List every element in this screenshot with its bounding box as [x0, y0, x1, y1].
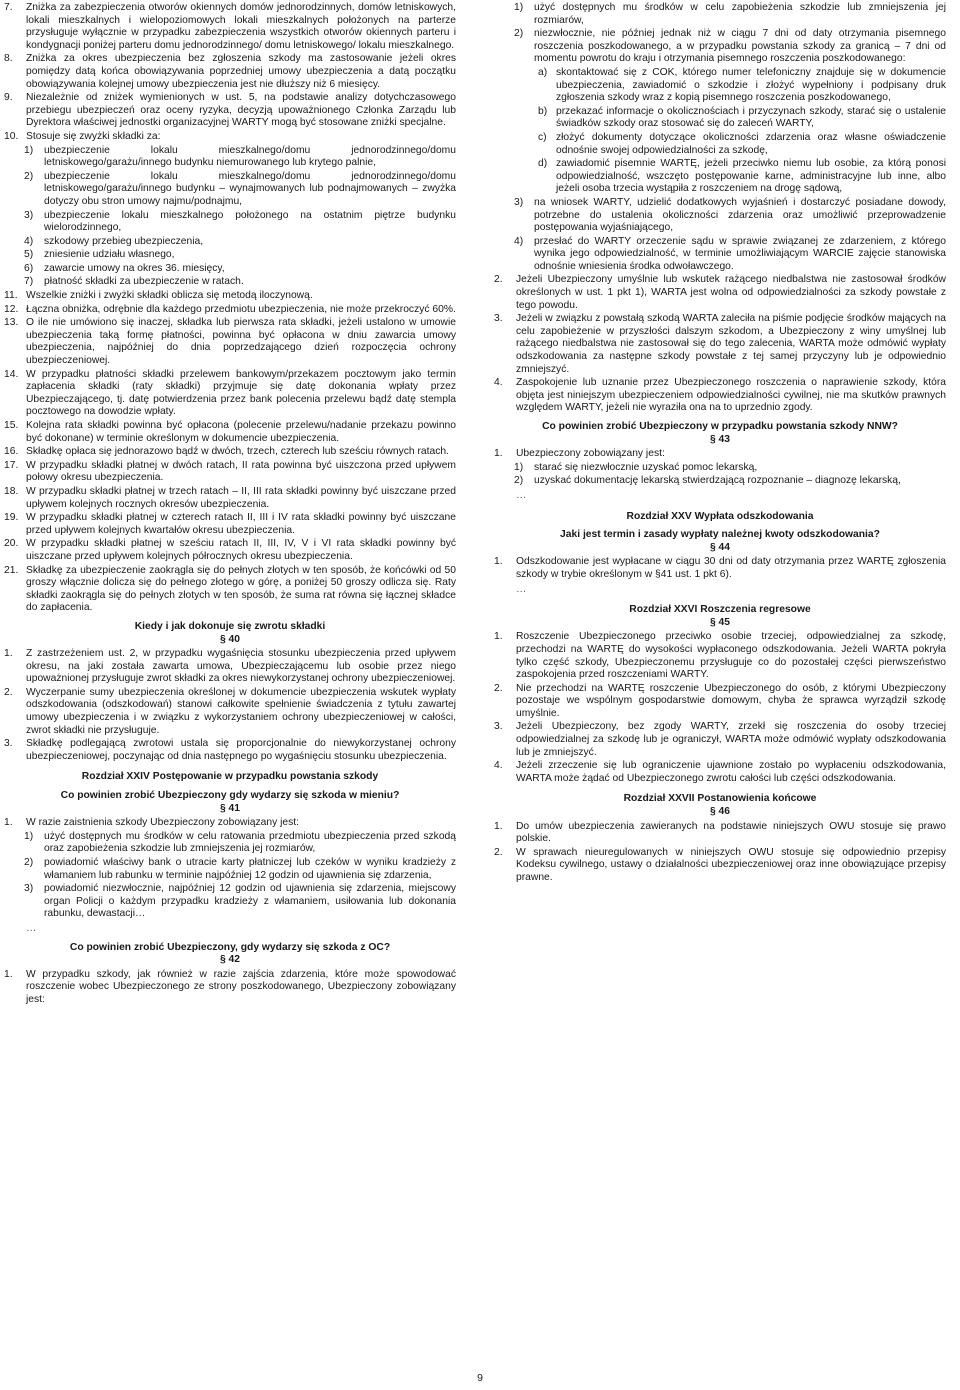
- item-text: ubezpieczenie lokalu mieszkalnego/domu jednorodzinnego/domu letniskowego/garażu/innego budynku – wynajmowanych lub podnajmowanych – zwyżka dotyczy obu stron umowy najmu/podnajmu,: [44, 170, 456, 207]
- item-number: 1): [514, 461, 524, 473]
- item-text: W przypadku szkody, jak również w razie zajścia zdarzenia, które może spowodować roszczenie wobec Ubezpieczonego ze strony poszkodowanego, Ubezpieczony zobowiązany jest:: [26, 968, 456, 1005]
- item-number: 9.: [4, 92, 13, 104]
- item-text: uzyskać dokumentację lekarską stwierdzającą rozpoznanie – diagnozę lekarską,: [534, 475, 901, 487]
- item-number: 7): [24, 276, 34, 288]
- item-number: d): [538, 158, 548, 170]
- item-number: 18.: [4, 485, 19, 497]
- list-item: [494, 847, 946, 885]
- list-item: [494, 448, 946, 461]
- item-text: Wyczerpanie sumy ubezpieczenia określonej w dokumencie ubezpieczenia wskutek wypłaty odszkodowania (odszkodowań) stanowi całkowite spełnienie świadczenia z tytułu zawartej umowy ubezpieczenia i w związku z wykorzystaniem ochrony ubezpieczeniowej w całości, zwrot składki nie przysługuje.: [26, 686, 456, 736]
- item-text: Do umów ubezpieczenia zawieranych na podstawie niniejszych OWU stosuje się prawo polskie.: [516, 820, 946, 845]
- item-number: 19.: [4, 512, 19, 524]
- item-number: 5): [24, 249, 34, 261]
- sub-item: [24, 857, 456, 882]
- item-number: 16.: [4, 446, 19, 458]
- item-number: 3.: [494, 313, 503, 325]
- sub-item: [514, 2, 946, 27]
- item-number: 2): [514, 28, 524, 40]
- item-text: złożyć dokumenty dotyczące okoliczności zdarzenia oraz własne oświadczenie odnośnie swojej odpowiedzialności za szkodę,: [556, 131, 946, 156]
- item-text: powiadomić właściwy bank o utracie karty płatniczej lub czeków w wyniku kradzieży z włamaniem lub rabunku w terminie najpóźniej 12 godzin od ujawnienia się zdarzenia,: [44, 857, 456, 881]
- omitted-content: …: [516, 583, 527, 595]
- item-text: Zaspokojenie lub uznanie przez Ubezpieczonego roszczenia o naprawienie szkody, która objęta jest niniejszym ubezpieczeniem odpowiedzialności cywilnej, nie ma skutków prawnych względem WARTY, jeżeli nie wyraziła ona na to uprzednio zgody.: [516, 377, 946, 414]
- item-text: przekazać informacje o okolicznościach i przyczynach szkody, starać się o ustalenie świadków szkody oraz stosować się do zaleceń WARTY,: [556, 105, 946, 130]
- item-text: starać się niezwłocznie uzyskać pomoc lekarską,: [534, 461, 758, 473]
- list-item: [4, 512, 456, 537]
- item-number: 1.: [494, 631, 503, 643]
- item-number: 4): [24, 235, 34, 247]
- item-number: 3): [24, 209, 34, 221]
- sub-sub-item: [538, 132, 946, 157]
- item-text: W razie zaistnienia szkody Ubezpieczony zobowiązany jest:: [26, 817, 299, 829]
- item-number: 2.: [494, 846, 503, 858]
- sub-item: [24, 831, 456, 856]
- right-column: [494, 2, 946, 886]
- item-number: 1): [24, 144, 34, 156]
- item-number: 1.: [4, 648, 13, 660]
- list-item: [4, 565, 456, 615]
- list-item: [4, 420, 456, 445]
- item-text: Łączna obniżka, odrębnie dla każdego przedmiotu ubezpieczenia, nie może przekroczyć 60%.: [26, 303, 456, 315]
- list-item: [494, 821, 946, 846]
- item-text: W przypadku składki płatnej w czterech ratach II, III i IV rata składki powinny być uiszczane przed upływem kolejnych kwartałów okresu ubezpieczenia.: [26, 512, 456, 536]
- item-text: użyć dostępnych mu środków w celu ratowania przedmiotu ubezpieczenia przed szkodą oraz zapobieżenia szkodzie lub zmniejszenia jej rozmiarów,: [44, 830, 456, 855]
- item-text: Jeżeli Ubezpieczony umyślnie lub wskutek rażącego niedbalstwa nie zastosował środków określonych w ust. 1 pkt 1), WARTA jest wolna od odpowiedzialności za szkody powstałe z tego powodu.: [516, 274, 946, 311]
- item-text: Jeżeli zrzeczenie się lub ograniczenie ujawnione zostało po wypłaceniu odszkodowania, WARTA może żądać od Ubezpieczonego zwrotu całości lub części odszkodowania.: [516, 760, 946, 784]
- list-item: [494, 721, 946, 759]
- item-number: 2): [514, 475, 524, 487]
- list-item: [494, 760, 946, 785]
- item-number: 20.: [4, 538, 19, 550]
- item-number: a): [538, 66, 548, 78]
- sub-item: [24, 210, 456, 235]
- item-number: 11.: [4, 290, 18, 302]
- item-number: 3.: [494, 721, 503, 733]
- item-number: 1): [514, 2, 524, 13]
- section-heading: Co powinien zrobić Ubezpieczony gdy wydarzy się szkoda w mieniu?: [60, 790, 400, 802]
- item-text: na wniosek WARTY, udzielić dodatkowych wyjaśnień i dostarczyć posiadane dowody, potrzebne do ustalenia okoliczności zdarzenia oraz umożliwić przeprowadzenie postępowania wyjaśniającego,: [534, 196, 946, 234]
- section-heading: Kiedy i jak dokonuje się zwrotu składki: [134, 620, 326, 632]
- list-item: [4, 2, 456, 52]
- sub-item: [24, 263, 456, 276]
- sub-item: [24, 171, 456, 209]
- item-text: powiadomić niezwłocznie, najpóźniej 12 godzin od ujawnienia się zdarzenia, miejscowy organ Policji o każdym przypadku kradzieży z włamaniem, usiłowania lub dokonania rabunku, dewastacji…: [44, 883, 456, 920]
- item-number: 14.: [4, 368, 19, 380]
- sub-item: [514, 475, 946, 488]
- list-item: [494, 274, 946, 312]
- item-text: użyć dostępnych mu środków w celu zapobieżenia szkodzie lub zmniejszenia jej rozmiarów,: [534, 2, 946, 26]
- item-number: 1.: [494, 448, 503, 460]
- item-text: W przypadku płatności składki przelewem bankowym/przekazem pocztowym jako termin zapłacenia składki (raty składki) przyjmuje się datę dokonania wpłaty przez Ubezpieczającego, tj. datę potwierdzenia przez bank polecenia przelewu bądź datę stempla pocztowego na dowodzie wpłaty.: [26, 368, 456, 418]
- sub-item: [24, 236, 456, 249]
- item-number: 17.: [4, 459, 19, 471]
- list-item: [494, 683, 946, 721]
- item-number: 12.: [4, 303, 19, 315]
- item-number: 2.: [4, 686, 13, 698]
- sub-item: [24, 883, 456, 921]
- item-text: zniesienie udziału własnego,: [44, 249, 175, 261]
- item-text: Wszelkie zniżki i zwyżki składki oblicza się metodą iloczynową.: [26, 290, 313, 302]
- list-item: [4, 817, 456, 830]
- item-number: 10.: [4, 130, 19, 142]
- item-number: 21.: [4, 564, 19, 576]
- item-number: 15.: [4, 420, 19, 431]
- list-item: [4, 969, 456, 1007]
- item-text: płatność składki za ubezpieczenie w ratach.: [44, 276, 244, 288]
- item-text: Stosuje się zwyżki składki za:: [26, 130, 161, 142]
- list-item: [4, 738, 456, 763]
- item-text: W sprawach nieuregulowanych w niniejszych OWU stosuje się odpowiednio przepisy Kodeksu cywilnego, ustawy o działalności ubezpieczeniowej oraz inne obowiązujące przepisy prawne.: [516, 846, 946, 883]
- item-text: Jeżeli w związku z powstałą szkodą WARTA zaleciła na piśmie podjęcie środków mających na celu zapobieżenie w przyszłości dalszym szkodom, a Ubezpieczony z winy umyślnej lub rażącego niedbalstwa nie zastosował się do tego zalecenia, WARTA może odmówić wypłaty odszkodowania za następne szkody powstałe z tej samej przyczyny lub je odpowiednio zmniejszyć.: [516, 313, 946, 375]
- item-number: 3): [24, 883, 34, 895]
- omitted-content: …: [516, 489, 527, 501]
- item-text: Składkę za ubezpieczenie zaokrągla się do pełnych złotych w ten sposób, że końcówki od 50 groszy włącznie dolicza się do pełnego złotego w górę, a poniżej 50 groszy odlicza się. Raty składki zaokrągla się do pełnych złotych w ten sposób, że suma rat równa się łącznej składce do zapłacenia.: [26, 564, 456, 614]
- item-number: 3.: [4, 738, 13, 750]
- chapter-heading: Rozdział XXV Wypłata odszkodowania: [626, 510, 814, 522]
- list-item: [4, 304, 456, 317]
- item-number: 1): [24, 830, 34, 842]
- list-item: [494, 631, 946, 681]
- item-text: ubezpieczenie lokalu mieszkalnego/domu jednorodzinnego/domu letniskowego/garażu/innego budynku niemurowanego lub krytego palnie,: [44, 144, 456, 169]
- item-number: 8.: [4, 53, 13, 65]
- sub-item: [514, 197, 946, 235]
- item-text: Zniżka za okres ubezpieczenia bez zgłoszenia szkody ma zastosowanie jeżeli okres pomiędzy datą końca obowiązywania poprzedniej umowy ubezpieczenia a datą początku obowiązywania kolejnej umowy ubezpieczenia jest nie dłuższy niż 6 miesięcy.: [26, 53, 456, 90]
- item-number: c): [538, 131, 547, 143]
- sub-item: [24, 145, 456, 170]
- section-heading: Co powinien zrobić Ubezpieczony w przypadku powstania szkody NNW?: [542, 421, 898, 432]
- sub-item: [514, 236, 946, 274]
- list-item: [4, 460, 456, 485]
- item-number: 1.: [494, 556, 503, 568]
- sub-sub-item: [538, 67, 946, 105]
- sub-sub-item: [538, 106, 946, 131]
- item-text: skontaktować się z COK, którego numer telefoniczny znajduje się w dokumencie ubezpieczenia, zawiadomić o szkodzie i złożyć wypełniony i podpisany druk zgłoszenia szkody wraz z kopią pisemnego roszczenia poszkodowanego,: [556, 66, 946, 104]
- item-text: W przypadku składki płatnej w sześciu ratach II, III, IV, V i VI rata składki powinny być uiszczane przed upływem kolejnych półrocznych okresu ubezpieczenia.: [26, 538, 456, 562]
- item-text: Składkę podlegającą zwrotowi ustala się proporcjonalnie do niewykorzystanej ochrony ubezpieczeniowej, poczynając od dnia następnego po wygaśnięciu stosunku ubezpieczenia.: [26, 738, 456, 762]
- item-text: zawarcie umowy na okres 36. miesięcy,: [44, 262, 225, 274]
- item-text: Nie przechodzi na WARTĘ roszczenie Ubezpieczonego do osób, z którymi Ubezpieczony pozostaje we wspólnym gospodarstwie domowym, chyba że sprawca wyrządził szkodę umyślnie.: [516, 682, 946, 719]
- list-item: [4, 648, 456, 686]
- sub-item: [514, 28, 946, 66]
- omitted-content: …: [26, 922, 37, 934]
- list-item: [4, 538, 456, 563]
- item-text: Z zastrzeżeniem ust. 2, w przypadku wygaśnięcia stosunku ubezpieczenia przed upływem okresu, na jaki została zawarta umowa, Ubezpieczającemu lub osobie przez niego upoważnionej przysługuje zwrot składki za okres niewykorzystanej ochrony ubezpieczeniowej.: [26, 648, 456, 685]
- chapter-heading: Rozdział XXVI Roszczenia regresowe: [629, 604, 811, 616]
- item-text: szkodowy przebieg ubezpieczenia,: [44, 235, 204, 247]
- item-text: przesłać do WARTY orzeczenie sądu w sprawie związanej ze zdarzeniem, z którego wynika jego odpowiedzialność, w terminie umożliwiającym WARCIE zajęcie stanowiska odnośnie wniesienia środka odwoławczego.: [534, 235, 946, 272]
- item-number: 2): [24, 857, 34, 868]
- item-number: b): [538, 105, 548, 117]
- item-text: Roszczenie Ubezpieczonego przeciwko osobie trzeciej, odpowiedzialnej za szkodę, przechodzi na WARTĘ do wysokości wypłaconego odszkodowania. Jeżeli WARTA pokryła tylko część szkody, Ubezpieczonemu przysługuje co do pozostałej części pierwszeństwo zaspokojenia przed roszczeniami WARTY.: [516, 631, 946, 681]
- item-number: 4.: [494, 377, 503, 389]
- item-number: 1.: [4, 817, 13, 829]
- item-text: zawiadomić pisemnie WARTĘ, jeżeli przeciwko niemu lub osobie, za którą ponosi odpowiedzialność, wszczęto postępowanie karne, administracyjne lub inne, albo jeżeli osoba trzecia wystąpiła z roszczeniem na drogę sądową,: [556, 158, 946, 195]
- item-text: Składkę opłaca się jednorazowo bądź w dwóch, trzech, czterech lub sześciu równych ratach.: [26, 446, 449, 458]
- item-number: 2.: [494, 682, 503, 694]
- list-item: [494, 377, 946, 415]
- paragraph-number: § 40: [219, 633, 241, 645]
- list-item: [4, 687, 456, 737]
- paragraph-number: § 42: [219, 954, 241, 966]
- list-item: [4, 369, 456, 419]
- section-heading: Co powinien zrobić Ubezpieczony, gdy wydarzy się szkoda z OC?: [69, 941, 391, 953]
- item-number: 3): [514, 196, 524, 208]
- item-number: 4): [514, 235, 524, 247]
- item-text: W przypadku składki płatnej w trzech ratach – II, III rata składki powinny być uiszczane przed upływem kolejnych rocznych okresów ubezpieczenia.: [26, 485, 456, 510]
- list-item: [494, 313, 946, 376]
- item-text: Niezależnie od zniżek wymienionych w ust. 5, na podstawie analizy dotychczasowego przebiegu ubezpieczeń oraz oceny ryzyka, decyzją upoważnionego Członka Zarządu lub Dyrektora właściwej jednostki organizacyjnej WARTY mogą być stosowane zniżki specjalne.: [26, 92, 456, 129]
- paragraph-number: § 45: [709, 616, 731, 628]
- item-text: Jeżeli Ubezpieczony, bez zgody WARTY, zrzekł się roszczenia do osoby trzeciej odpowiedzialnej za szkodę lub je ograniczył, WARTA może odmówić wypłaty odszkodowania lub je zmniejszyć.: [516, 721, 946, 758]
- item-text: W przypadku składki płatnej w dwóch ratach, II rata powinna być uiszczona przed upływem połowy okresu ubezpieczenia.: [26, 459, 456, 484]
- chapter-heading: Rozdział XXIV Postępowanie w przypadku powstania szkody: [81, 771, 379, 783]
- item-text: Ubezpieczony zobowiązany jest:: [516, 448, 665, 460]
- sub-item: [514, 462, 946, 475]
- item-text: O ile nie umówiono się inaczej, składka lub pierwsza rata składki, jeżeli ustalono w umowie ubezpieczenia taką formę płatności, powinna być opłacona w dniu zawarcia umowy ubezpieczenia, najpóźniej do dnia poprzedzającego dzień rozpoczęcia ochrony ubezpieczeniowej.: [26, 317, 456, 367]
- list-item: [4, 92, 456, 130]
- paragraph-number: § 41: [219, 802, 241, 814]
- paragraph-number: § 46: [709, 806, 731, 818]
- item-number: 2.: [494, 274, 503, 286]
- list-item: [4, 486, 456, 511]
- sub-sub-item: [538, 158, 946, 196]
- list-item: [4, 317, 456, 367]
- list-item: [494, 556, 946, 581]
- item-number: 1.: [494, 820, 503, 832]
- item-text: ubezpieczenie lokalu mieszkalnego położonego na ostatnim piętrze budynku wielorodzinnego,: [44, 209, 456, 234]
- item-text: Kolejna rata składki powinna być opłacona (polecenie przelewu/nadanie przekazu powinno być dokonane) w terminie określonym w dokumencie ubezpieczenia.: [26, 420, 456, 444]
- paragraph-number: § 44: [709, 541, 731, 553]
- page-number: 9: [477, 1372, 483, 1384]
- paragraph-number: § 43: [709, 433, 731, 445]
- item-number: 2): [24, 170, 34, 182]
- item-number: 4.: [494, 760, 503, 772]
- item-text: Zniżka za zabezpieczenia otworów okiennych domów jednorodzinnych, domów letniskowych, lokali mieszkalnych i wielopoziomowych lokali mieszkalnych położonych na parterze przysługuje wyłącznie w przypadku zabezpieczenia wszystkich otworów okiennych parteru i kondygnacji poniżej parteru domu jednorodzinnego/ domu letniskowego/ lokalu mieszkalnego.: [26, 2, 456, 51]
- item-text: niezwłocznie, nie później jednak niż w ciągu 7 dni od daty otrzymania pisemnego roszczenia poszkodowanego, a w przypadku powstania szkody za granicą – 7 dni od momentu powrotu do kraju i otrzymania pisemnego roszczenia poszkodowanego:: [534, 28, 946, 65]
- list-item: [4, 53, 456, 91]
- item-number: 1.: [4, 968, 13, 980]
- left-column: [4, 2, 456, 1008]
- item-number: 7.: [4, 2, 13, 13]
- item-number: 6): [24, 262, 34, 274]
- item-number: 13.: [4, 317, 19, 329]
- sub-item: [24, 276, 456, 289]
- sub-item: [24, 249, 456, 262]
- section-heading: Jaki jest termin i zasady wypłaty należnej kwoty odszkodowania?: [560, 529, 880, 541]
- list-item: [4, 131, 456, 144]
- list-item: [4, 446, 456, 459]
- list-item: [4, 290, 456, 303]
- item-text: Odszkodowanie jest wypłacane w ciągu 30 dni od daty otrzymania przez WARTĘ zgłoszenia szkody w trybie określonym w §41 ust. 1 pkt 6).: [516, 556, 946, 580]
- chapter-heading: Rozdział XXVII Postanowienia końcowe: [623, 793, 817, 805]
